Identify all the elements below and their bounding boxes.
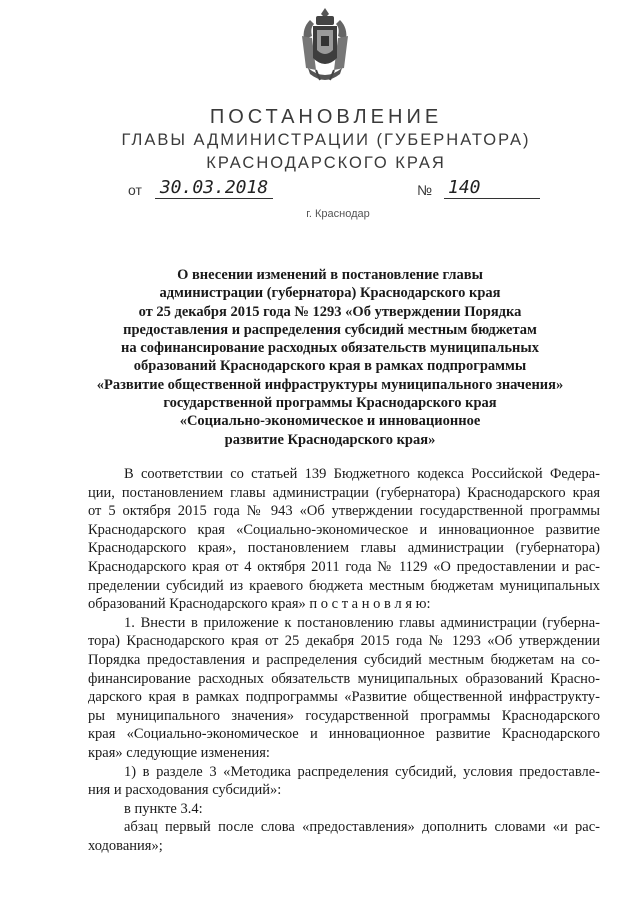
body-line: образований Краснодарского края» п о с т а н о в л я ю: <box>88 596 431 613</box>
body-line: ции, постановлением главы администрации (губернатора) Краснодарского края <box>88 484 600 501</box>
body-line: пределении субсидий из краевого бюджета местным бюджетам муниципальных <box>88 577 600 594</box>
body-line: ходования»; <box>88 837 163 854</box>
body-line: в пункте 3.4: <box>124 800 203 817</box>
body-line: края «Социально-экономическое и инновационное развитие Краснодарского <box>88 726 600 743</box>
handwritten-date: 30.03.2018 <box>155 178 273 199</box>
body-line: края» следующие изменения: <box>88 744 270 761</box>
issuer-heading: ГЛАВЫ АДМИНИСТРАЦИИ (ГУБЕРНАТОРА) <box>121 131 531 149</box>
region-heading: КРАСНОДАРСКОГО КРАЯ <box>206 154 446 172</box>
document-type-heading: ПОСТАНОВЛЕНИЕ <box>209 106 443 128</box>
coat-of-arms-emblem <box>296 6 354 86</box>
body-line: В соответствии со статьей 139 Бюджетного кодекса Российской Федера- <box>124 466 600 482</box>
handwritten-number: 140 <box>444 178 540 199</box>
title-line: предоставления и распределения субсидий местным бюджетам <box>123 321 537 338</box>
title-line: О внесении изменений в постановление главы <box>177 267 483 283</box>
body-line: ния и расходования субсидий»: <box>88 782 282 799</box>
number-label: № <box>417 182 433 198</box>
body-line: дарского края в рамках подпрограммы «Развитие общественной инфраструкту- <box>88 689 600 706</box>
body-line: абзац первый после слова «предоставления» дополнить словами «и рас- <box>124 819 600 836</box>
title-line: администрации (губернатора) Краснодарского края <box>159 285 501 302</box>
body-line: 1. Внести в приложение к постановлению главы администрации (губерна- <box>124 614 600 631</box>
body-line: от 5 октября 2015 года № 943 «Об утверждении государственной программы <box>88 503 600 520</box>
document-title <box>80 266 580 449</box>
body-line: Краснодарского края от 4 октября 2011 года № 1129 «О предоставлении и рас- <box>88 558 600 575</box>
title-line: от 25 декабря 2015 года № 1293 «Об утверждении Порядка <box>138 303 522 320</box>
title-line: образований Краснодарского края в рамках подпрограммы <box>133 358 527 375</box>
body-line: Краснодарского края», постановлением главы администрации (губернатора) <box>88 540 600 557</box>
title-line: государственной программы Краснодарского края <box>163 395 497 412</box>
body-line: Порядка предоставления и распределения субсидий местным бюджетам на со- <box>88 651 600 668</box>
body-line: ры муниципального значения» государственной программы Краснодарского <box>88 707 600 724</box>
document-body <box>88 465 600 855</box>
body-line: Краснодарского края «Социально-экономическое и инновационное развитие <box>88 521 600 538</box>
title-line: «Социально-экономическое и инновационное <box>179 413 481 430</box>
body-line: тора) Краснодарского края от 25 декабря 2015 года № 1293 «Об утверждении <box>88 633 600 650</box>
date-label: от <box>128 182 142 198</box>
body-line: 1) в разделе 3 «Методика распределения субсидий, условия предоставле- <box>124 763 600 780</box>
title-line: развитие Краснодарского края» <box>224 431 436 448</box>
city-label: г. Краснодар <box>306 208 370 220</box>
title-line: на софинансирование расходных обязательств муниципальных <box>121 340 539 357</box>
title-line: «Развитие общественной инфраструктуры муниципального значения» <box>96 376 564 393</box>
body-line: финансирование расходных обязательств муниципальных образований Красно- <box>88 670 600 687</box>
